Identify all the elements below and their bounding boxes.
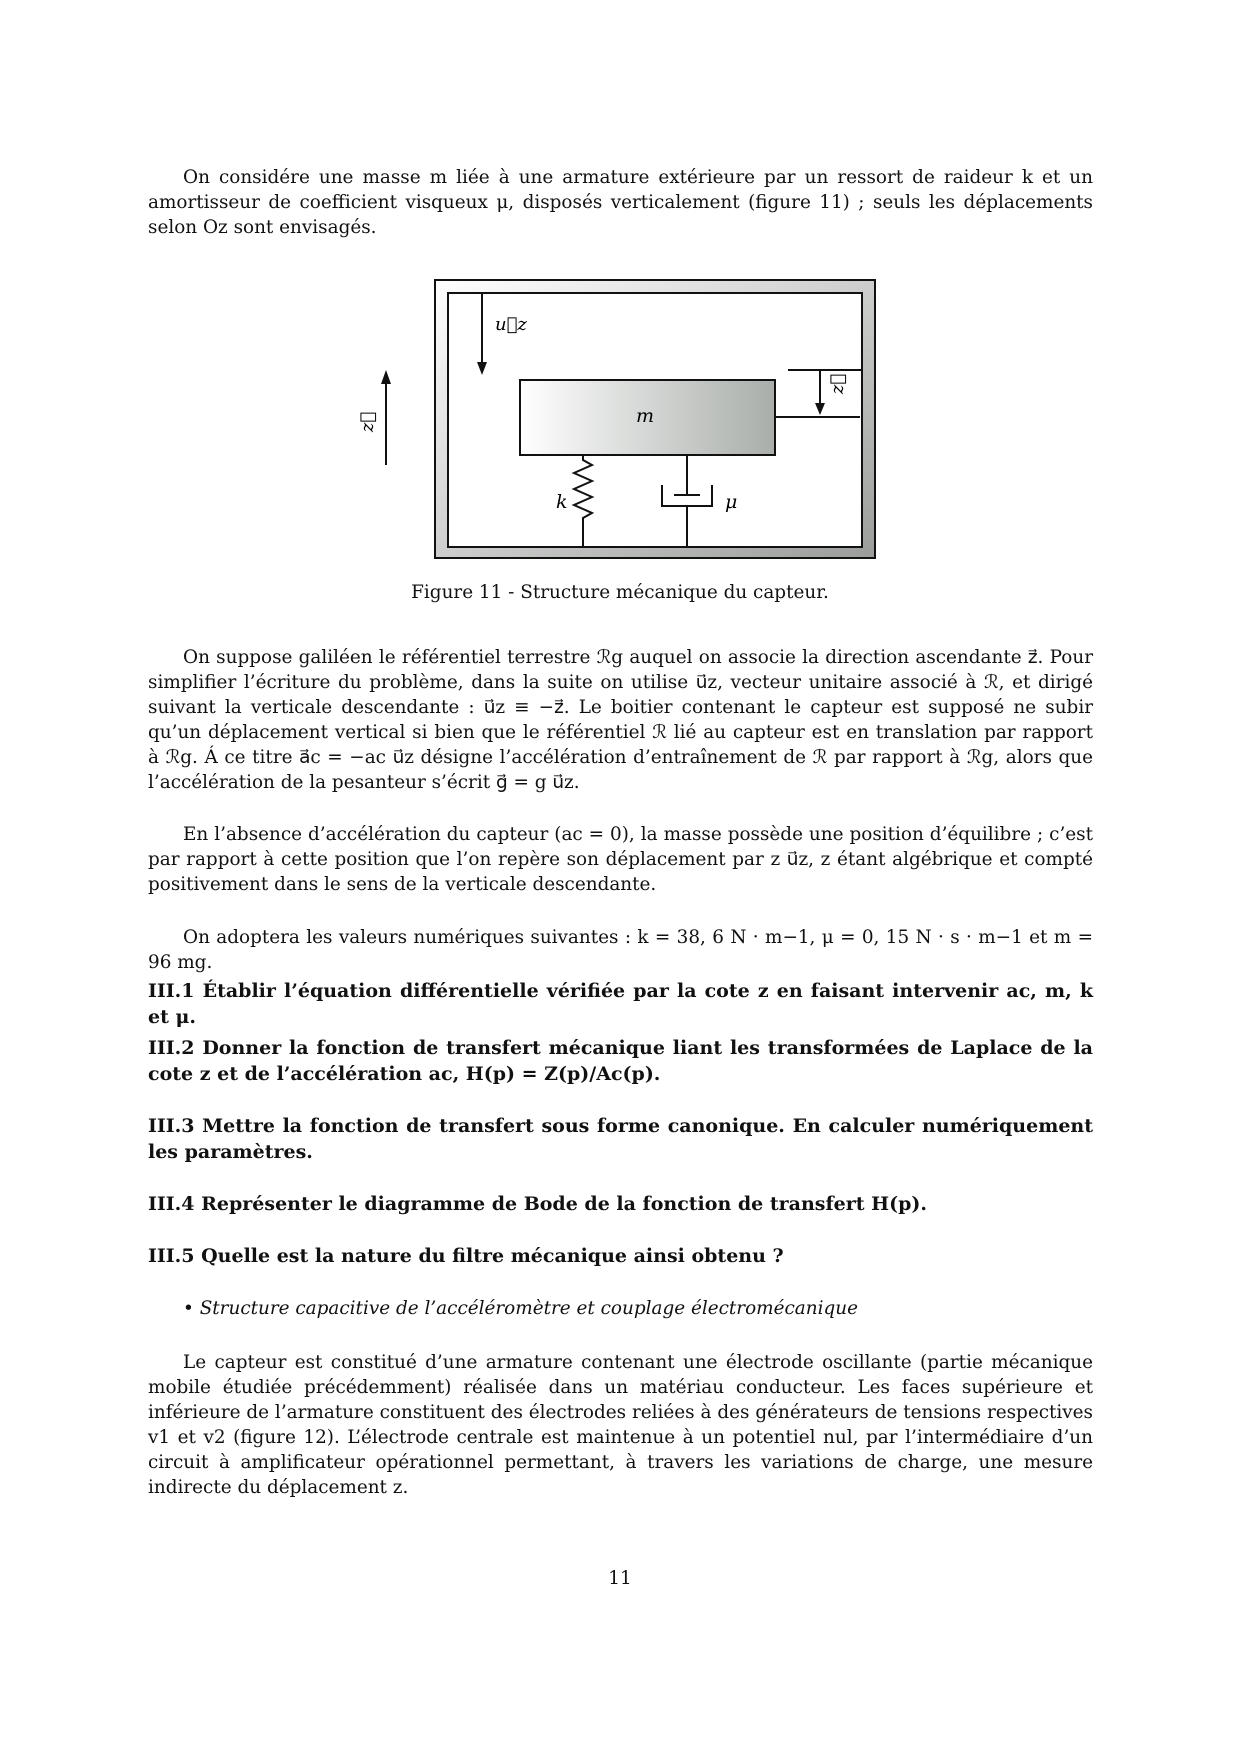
question-iii-4: III.4 Représenter le diagramme de Bode de la fonction de transfert H(p). [148, 1193, 927, 1215]
z-side-arrow-head [381, 370, 391, 384]
paragraph-numerical-values: On adoptera les valeurs numériques suivantes : k = 38, 6 N · m−1, μ = 0, 15 N · s · m−1 et m = 96 mg. [148, 927, 1093, 973]
damper-mu-label: μ [725, 491, 738, 513]
figure-11-mechanical-structure [340, 270, 900, 570]
question-iii-2: III.2 Donner la fonction de transfert mécanique liant les transformées de Laplace de la cote z et de l’accélération ac, H(p) = Z(p)/Ac(p). [148, 1037, 1093, 1085]
question-iii-3: III.3 Mettre la fonction de transfert sous forme canonique. En calculer numériquement les paramètres. [148, 1115, 1093, 1163]
z-side-label: z⃗ [357, 411, 378, 433]
uz-label: u⃗z [495, 314, 527, 335]
section-bullet-heading: • Structure capacitive de l’accéléromètre et couplage électromécanique [183, 1298, 858, 1319]
paragraph-capacitive-structure: Le capteur est constitué d’une armature contenant une électrode oscillante (partie mécanique mobile étudiée précédemment) réalisée dans un matériau conducteur. Les faces supérieure et inférieure de l’armature constituent des électrodes reliées à des générateurs de tensions respectives v1 et v2 (figure 12). L’électrode centrale est maintenue à un potentiel nul, par l’intermédiaire d’un circuit à amplificateur opérationnel permettant, à travers les variations de charge, une mesure indirecte du déplacement z. [148, 1352, 1093, 1498]
mass-label: m [635, 405, 655, 427]
z-right-label: z⃗ [827, 373, 848, 395]
paragraph-referential: On suppose galiléen le référentiel terrestre ℛg auquel on associe la direction ascendante z⃗. Pour simplifier l’écriture du problème, dans la suite on utilise u⃗z, vecteur unitaire associé à ℛ, et dirigé suivant la verticale descendante : u⃗z ≡ −z⃗. Le boitier contenant le capteur est supposé ne subir qu’un déplacement vertical si bien que le référentiel ℛ lié au capteur est en translation par rapport à ℛg. Á ce titre a⃗c = −ac u⃗z désigne l’accélération d’entraînement de ℛ par rapport à ℛg, alors que l’accélération de la pesanteur s’écrit g⃗ = g u⃗z. [148, 647, 1093, 793]
spring-k-label: k [556, 491, 568, 513]
page-number: 11 [608, 1568, 632, 1589]
question-iii-5: III.5 Quelle est la nature du filtre mécanique ainsi obtenu ? [148, 1245, 784, 1267]
question-iii-1: III.1 Établir l’équation différentielle vérifiée par la cote z en faisant intervenir ac, m, k et μ. [148, 980, 1093, 1028]
paragraph-equilibrium: En l’absence d’accélération du capteur (ac = 0), la masse possède une position d’équilibre ; c’est par rapport à cette position que l’on repère son déplacement par z u⃗z, z étant algébrique et compté positivement dans le sens de la verticale descendante. [148, 824, 1093, 895]
paragraph-intro: On considére une masse m liée à une armature extérieure par un ressort de raideur k et un amortisseur de coefficient visqueux μ, disposés verticalement (figure 11) ; seuls les déplacements selon Oz sont envisagés. [148, 167, 1093, 238]
figure-caption: Figure 11 - Structure mécanique du capteur. [411, 582, 829, 603]
